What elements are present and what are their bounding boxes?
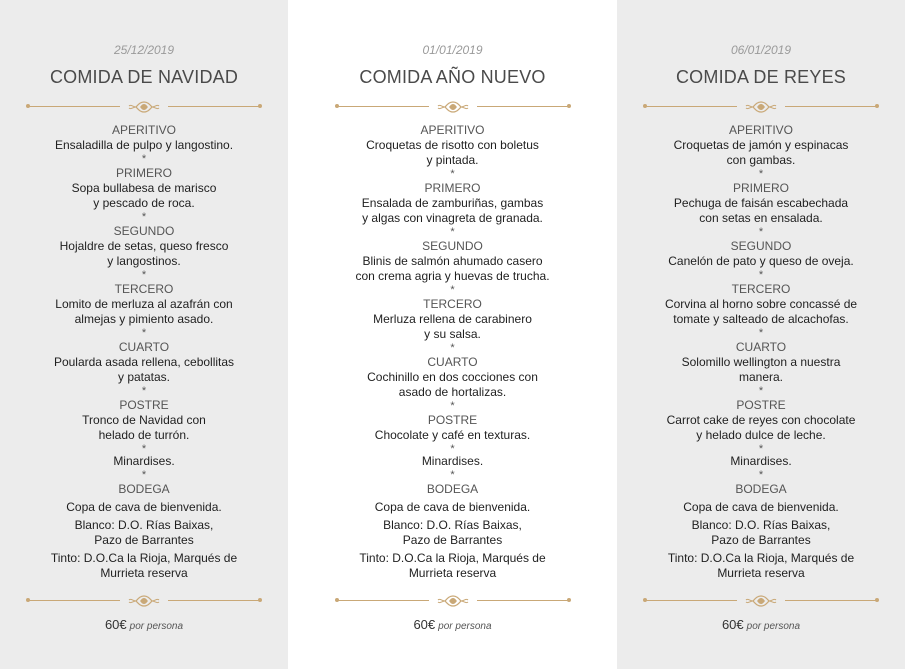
flourish-icon: [745, 99, 777, 115]
menu-body: [617, 123, 905, 581]
dish-line: Ensaladilla de pulpo y langostino.: [54, 138, 234, 152]
dish-line: y langostinos.: [107, 254, 181, 268]
dish-line: Hojaldre de setas, queso fresco: [59, 239, 229, 253]
separator-star: *: [758, 443, 764, 455]
separator-star: *: [758, 226, 764, 238]
flourish-icon: [128, 99, 160, 115]
dish-line: Canelón de pato y queso de oveja.: [668, 254, 854, 268]
dish-line: Lomito de merluza al azafrán con: [55, 297, 233, 311]
separator-star: *: [141, 443, 147, 455]
separator-star: *: [450, 342, 455, 354]
flourish-icon: [745, 593, 777, 609]
ornament-divider: [645, 99, 877, 115]
menu-title: COMIDA DE REYES: [675, 67, 847, 87]
course-label: APERITIVO: [728, 123, 793, 137]
divider-line: [477, 600, 569, 601]
course-label: SEGUNDO: [422, 239, 483, 253]
dish-line: Solomillo wellington a nuestra: [681, 355, 841, 369]
menu-title: COMIDA AÑO NUEVO: [359, 67, 546, 87]
course-label: CUARTO: [427, 355, 478, 369]
divider-line: [28, 106, 120, 107]
price-value: 60€: [721, 617, 744, 632]
dish-line: Blinis de salmón ahumado casero: [362, 254, 543, 268]
divider-line: [28, 600, 120, 601]
divider-line: [168, 106, 260, 107]
course-label: TERCERO: [731, 282, 791, 296]
wine-line: Blanco: D.O. Rías Baixas,: [691, 518, 831, 532]
wine-line: Tinto: D.O.Ca la Rioja, Marqués de: [359, 551, 546, 565]
separator-star: *: [450, 469, 455, 481]
wine-line: Blanco: D.O. Rías Baixas,: [383, 518, 522, 532]
wine-item: [0, 518, 288, 548]
flourish-icon: [128, 593, 160, 609]
wine-line: Tinto: D.O.Ca la Rioja, Marqués de: [667, 551, 855, 565]
price-block: [617, 617, 905, 632]
ornament-divider: [337, 593, 569, 609]
wine-item: [617, 500, 905, 515]
dish-line: Minardises.: [730, 454, 792, 468]
separator-star: *: [450, 168, 455, 180]
dish-line: y patatas.: [117, 370, 171, 384]
dish-line: y su salsa.: [424, 327, 481, 341]
dish-line: tomate y salteado de alcachofas.: [673, 312, 849, 326]
separator-star: *: [758, 385, 764, 397]
wine-line: Pazo de Barrantes: [402, 533, 503, 547]
flourish-icon: [437, 99, 469, 115]
wine-line: Copa de cava de bienvenida.: [374, 500, 531, 514]
course-label: CUARTO: [735, 340, 787, 354]
course-label: PRIMERO: [424, 181, 481, 195]
separator-star: *: [141, 327, 147, 339]
dish-line: Minardises.: [421, 454, 484, 468]
dish-line: helado de turrón.: [98, 428, 190, 442]
dish-line: Carrot cake de reyes con chocolate: [666, 413, 856, 427]
ornament-divider: [28, 593, 260, 609]
flourish-icon: [437, 593, 469, 609]
dish-line: y pintada.: [426, 153, 479, 167]
menu-title: COMIDA DE NAVIDAD: [49, 67, 239, 87]
course-label: POSTRE: [119, 398, 169, 412]
course-label: SEGUNDO: [730, 239, 792, 253]
wine-item: [0, 551, 288, 581]
separator-star: *: [758, 327, 764, 339]
divider-line: [785, 106, 877, 107]
ornament-divider: [28, 99, 260, 115]
dish-line: y algas con vinagreta de granada.: [362, 211, 543, 225]
separator-star: *: [450, 226, 455, 238]
dish-line: con setas en ensalada.: [699, 211, 823, 225]
dish-line: Minardises.: [113, 454, 175, 468]
divider-line: [337, 600, 429, 601]
separator-star: *: [141, 469, 147, 481]
wine-line: Tinto: D.O.Ca la Rioja, Marqués de: [50, 551, 238, 565]
separator-star: *: [141, 385, 147, 397]
wine-line: Murrieta reserva: [408, 566, 497, 580]
menu-date: 25/12/2019: [113, 43, 175, 57]
separator-star: *: [758, 269, 764, 281]
price-note: por persona: [746, 621, 801, 632]
separator-star: *: [450, 400, 455, 412]
price-value: 60€: [413, 617, 436, 632]
course-label: CUARTO: [118, 340, 170, 354]
dish-line: Merluza rellena de carabinero: [373, 312, 532, 326]
dish-line: Croquetas de jamón y espinacas: [673, 138, 849, 152]
dish-line: Chocolate y café en texturas.: [374, 428, 531, 442]
dish-line: Poularda asada rellena, cebollitas: [53, 355, 235, 369]
wine-item: [288, 551, 617, 581]
wine-item: [288, 518, 617, 548]
course-label: POSTRE: [427, 413, 478, 427]
course-label: TERCERO: [423, 297, 482, 311]
separator-star: *: [450, 284, 455, 296]
dish-line: Ensalada de zamburiñas, gambas: [361, 196, 544, 210]
separator-star: *: [450, 443, 455, 455]
dish-line: con gambas.: [726, 153, 796, 167]
wine-line: Murrieta reserva: [717, 566, 805, 580]
course-label: SEGUNDO: [113, 224, 175, 238]
wine-item: [0, 500, 288, 515]
course-label: APERITIVO: [420, 123, 485, 137]
bodega-label: BODEGA: [118, 482, 170, 496]
dish-line: manera.: [738, 370, 784, 384]
separator-star: *: [141, 153, 147, 165]
dish-line: asado de hortalizas.: [398, 385, 507, 399]
wine-line: Murrieta reserva: [100, 566, 188, 580]
wine-item: [617, 518, 905, 548]
separator-star: *: [758, 168, 764, 180]
course-label: PRIMERO: [732, 181, 789, 195]
wine-line: Pazo de Barrantes: [711, 533, 811, 547]
separator-star: *: [758, 469, 764, 481]
ornament-divider: [645, 593, 877, 609]
price-note: por persona: [438, 621, 492, 632]
wine-line: Pazo de Barrantes: [94, 533, 194, 547]
divider-line: [645, 106, 737, 107]
course-label: PRIMERO: [115, 166, 172, 180]
dish-line: Croquetas de risotto con boletus: [366, 138, 539, 152]
dish-line: Corvina al horno sobre concassé de: [664, 297, 858, 311]
dish-line: Tronco de Navidad con: [82, 413, 206, 427]
divider-line: [337, 106, 429, 107]
dish-line: y pescado de roca.: [93, 196, 195, 210]
menu-card-reyes: [617, 0, 905, 669]
menu-body: [288, 123, 617, 581]
price-value: 60€: [104, 617, 127, 632]
wine-line: Copa de cava de bienvenida.: [66, 500, 222, 514]
menu-date: 06/01/2019: [730, 43, 792, 57]
menu-card-navidad: [0, 0, 288, 669]
bodega-label: BODEGA: [426, 482, 479, 496]
price-note: por persona: [129, 621, 184, 632]
menu-body: [0, 123, 288, 581]
divider-line: [645, 600, 737, 601]
dish-line: Pechuga de faisán escabechada: [673, 196, 849, 210]
course-label: APERITIVO: [111, 123, 176, 137]
dish-line: almejas y pimiento asado.: [74, 312, 214, 326]
wine-line: Copa de cava de bienvenida.: [683, 500, 839, 514]
wine-line: Blanco: D.O. Rías Baixas,: [74, 518, 214, 532]
dish-line: y helado dulce de leche.: [696, 428, 826, 442]
menu-card-ano-nuevo: [288, 0, 617, 669]
divider-line: [785, 600, 877, 601]
wine-item: [617, 551, 905, 581]
divider-line: [477, 106, 569, 107]
separator-star: *: [141, 211, 147, 223]
course-label: POSTRE: [736, 398, 786, 412]
course-label: TERCERO: [114, 282, 174, 296]
menu-date: 01/01/2019: [422, 43, 483, 57]
separator-star: *: [141, 269, 147, 281]
bodega-label: BODEGA: [735, 482, 787, 496]
price-block: [0, 617, 288, 632]
price-block: [288, 617, 617, 632]
divider-line: [168, 600, 260, 601]
dish-line: Cochinillo en dos cocciones con: [367, 370, 538, 384]
wine-item: [288, 500, 617, 515]
dish-line: Sopa bullabesa de marisco: [71, 181, 217, 195]
ornament-divider: [337, 99, 569, 115]
dish-line: con crema agria y huevas de trucha.: [355, 269, 550, 283]
